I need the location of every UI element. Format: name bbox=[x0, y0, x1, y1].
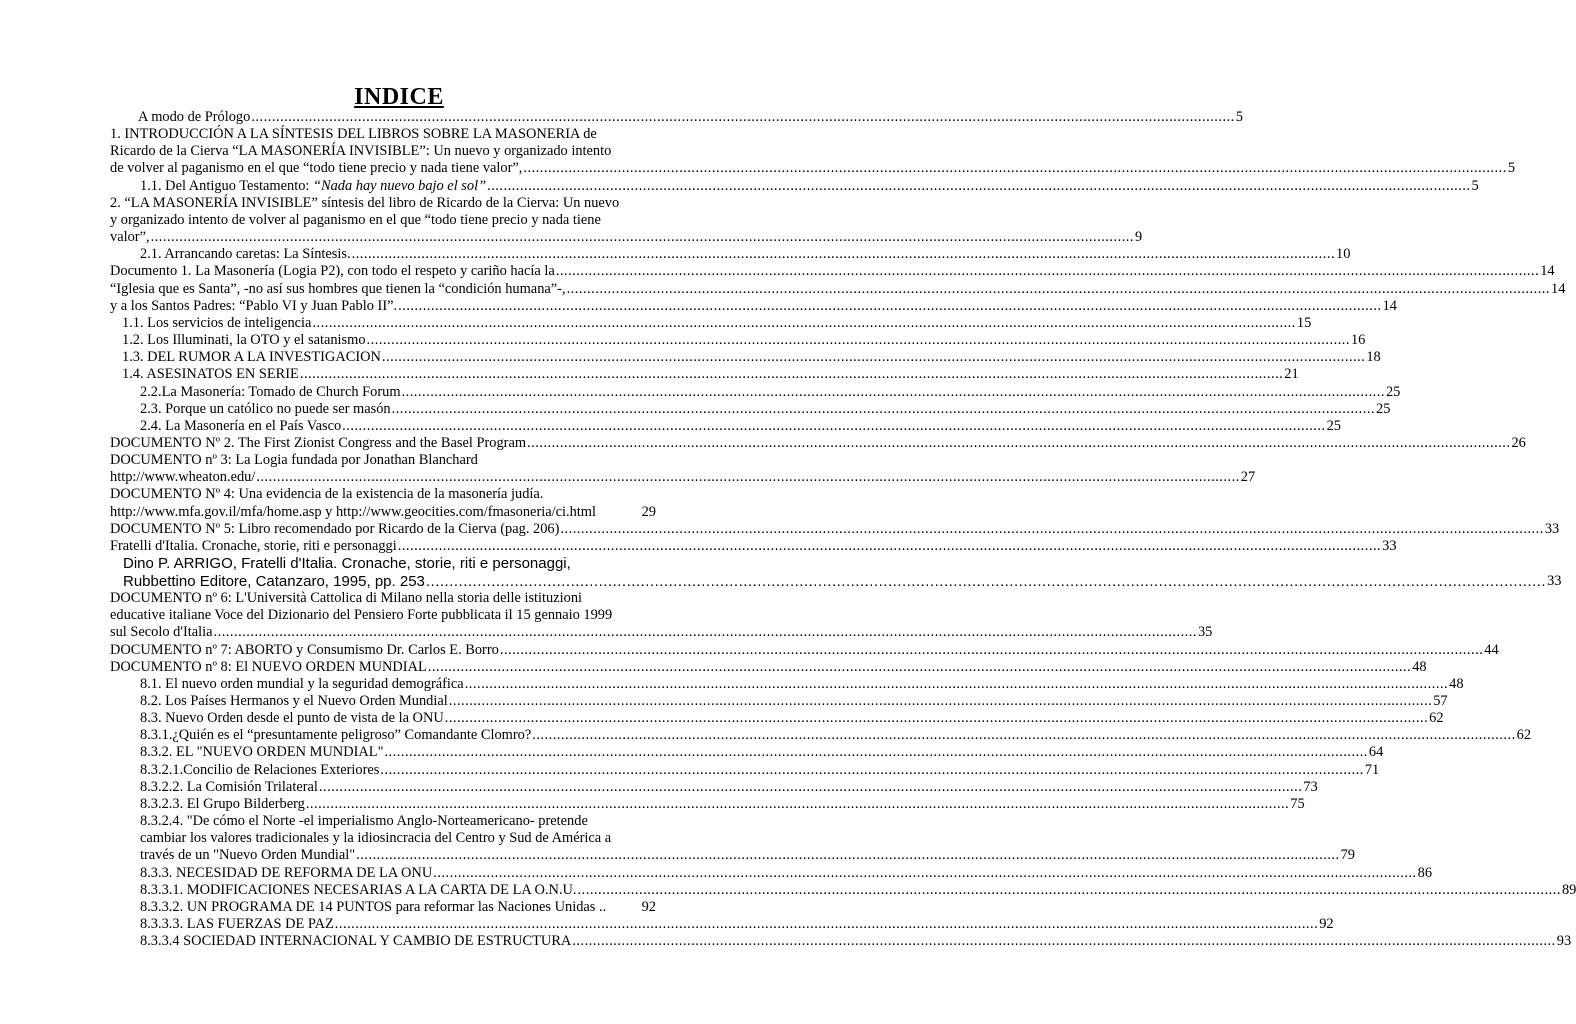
toc-leader-dots bbox=[578, 882, 1561, 899]
toc-entry[interactable] bbox=[110, 916, 1334, 933]
toc-entry[interactable] bbox=[110, 383, 1401, 401]
toc-page-number: 89 bbox=[1561, 881, 1576, 898]
toc-page-number: 25 bbox=[1326, 417, 1341, 434]
toc-entry[interactable] bbox=[110, 710, 1444, 727]
toc-entry-label: Fratelli d'Italia. Cronache, storie, riti e personaggi bbox=[110, 537, 397, 554]
toc-page-number: 33 bbox=[1544, 520, 1560, 537]
toc-leader-dots bbox=[402, 384, 1385, 401]
toc-entry-label: 8.1. El nuevo orden mundial y la seguridad demográfica bbox=[140, 675, 464, 692]
toc-page-number: 86 bbox=[1417, 864, 1433, 881]
toc-page-number: 73 bbox=[1303, 778, 1318, 795]
toc-leader-dots bbox=[306, 796, 1289, 813]
toc-entry[interactable] bbox=[110, 194, 1143, 246]
toc-leader-dots bbox=[335, 916, 1318, 933]
toc-page-number: 57 bbox=[1433, 693, 1448, 709]
toc-page-number: 71 bbox=[1364, 761, 1380, 778]
toc-leader-dots bbox=[449, 693, 1432, 710]
toc-leader-dots bbox=[319, 779, 1302, 796]
toc-entry-label: DOCUMENTO Nº 2. The First Zionist Congress and the Basel Program bbox=[110, 434, 527, 451]
toc-entry-label: 8.3. Nuevo Orden desde el punto de vista de la ONU bbox=[140, 710, 444, 727]
toc-page-number: 14 bbox=[1382, 297, 1397, 314]
toc-leader-dots bbox=[567, 281, 1550, 298]
toc-entry[interactable] bbox=[110, 881, 1576, 899]
toc-entry-label: Documento 1. La Masonería (Logia P2), con todo el respeto y cariño hacía la bbox=[110, 263, 555, 280]
toc-page-number: 21 bbox=[1284, 366, 1299, 383]
toc-page-number: 25 bbox=[1385, 383, 1401, 400]
toc-entry[interactable] bbox=[110, 486, 656, 520]
toc-entry-label: 8.3.2.1.Concilio de Relaciones Exteriores bbox=[140, 761, 380, 778]
toc-leader-dots bbox=[214, 624, 1197, 641]
toc-entry[interactable] bbox=[110, 813, 1355, 864]
toc-entry-line: Ricardo de la Cierva “LA MASONERÍA INVISIBLE”: Un nuevo y organizado intento bbox=[110, 143, 612, 160]
toc-entry-label: DOCUMENTO nº 8: El NUEVO ORDEN MUNDIAL bbox=[110, 658, 427, 675]
toc-entry[interactable] bbox=[110, 349, 1381, 366]
toc-entry-line: DOCUMENTO nº 3: La Logia fundada por Jonathan Blanchard bbox=[110, 452, 478, 469]
toc-page-number: 29 bbox=[641, 503, 656, 520]
toc-entry-label: 8.3.2. EL "NUEVO ORDEN MUNDIAL" bbox=[140, 744, 384, 761]
toc-page-number: 64 bbox=[1368, 744, 1384, 761]
toc-page-number: 16 bbox=[1350, 332, 1366, 349]
toc-entry[interactable] bbox=[110, 795, 1305, 813]
toc-leader-dots bbox=[556, 263, 1539, 280]
toc-entry-line: 1. INTRODUCCIÓN A LA SÍNTESIS DEL LIBROS SOBRE LA MASONERIA de bbox=[110, 126, 597, 143]
toc-leader-dots bbox=[572, 933, 1555, 950]
toc-entry-label: 1.2. Los Illuminati, la OTO y el satanismo bbox=[122, 332, 366, 349]
toc-page-number: 10 bbox=[1336, 246, 1351, 263]
toc-entry-label: 8.3.3.3. LAS FUERZAS DE PAZ bbox=[140, 916, 334, 933]
toc-entry-label: 2.2.La Masonería: Tomado de Church Forum bbox=[140, 383, 401, 400]
toc-entry-label: 8.3.3.2. UN PROGRAMA DE 14 PUNTOS para reformar las Naciones Unidas .. bbox=[140, 898, 607, 915]
toc-leader-dots bbox=[523, 160, 1506, 177]
toc-entry[interactable] bbox=[110, 126, 1516, 177]
toc-leader-dots bbox=[445, 710, 1428, 727]
toc-leader-dots bbox=[352, 246, 1335, 263]
toc-entry[interactable] bbox=[110, 727, 1532, 744]
toc-leader-dots bbox=[426, 573, 1546, 591]
toc-page-number: 44 bbox=[1484, 641, 1499, 658]
toc-page-number: 5 bbox=[1507, 160, 1516, 177]
toc-entry[interactable] bbox=[110, 417, 1341, 435]
toc-entry[interactable] bbox=[110, 280, 1566, 298]
toc-entry[interactable] bbox=[110, 109, 1243, 126]
toc-entry-label: través de un "Nuevo Orden Mundial" bbox=[140, 847, 356, 864]
toc-entry[interactable] bbox=[110, 555, 1562, 590]
toc-entry[interactable] bbox=[110, 452, 1256, 486]
toc-entry[interactable] bbox=[110, 332, 1366, 349]
toc-page-number: 79 bbox=[1340, 847, 1355, 864]
toc-entry[interactable] bbox=[110, 658, 1427, 676]
toc-page-number: 33 bbox=[1382, 537, 1397, 554]
toc-entry[interactable] bbox=[110, 246, 1351, 263]
toc-entry[interactable] bbox=[110, 434, 1526, 452]
toc-page-number: 5 bbox=[1471, 177, 1479, 194]
toc-page-number: 25 bbox=[1376, 400, 1391, 417]
toc-entry-label: DOCUMENTO Nº 5: Libro recomendado por Ricardo de la Cierva (pag. 206) bbox=[110, 520, 560, 537]
toc-entry[interactable] bbox=[110, 641, 1499, 659]
toc-leader-dots bbox=[398, 538, 1381, 555]
toc-entry-label: 1.1. Los servicios de inteligencia bbox=[122, 314, 312, 331]
toc-page-number: 93 bbox=[1556, 933, 1572, 950]
toc-entry-label: de volver al paganismo en el que “todo tiene precio y nada tiene valor”, bbox=[110, 160, 523, 177]
toc-entry[interactable] bbox=[110, 899, 656, 916]
table-of-contents bbox=[110, 109, 1576, 950]
toc-entry[interactable] bbox=[110, 933, 1572, 950]
toc-page-number: 14 bbox=[1540, 263, 1555, 280]
toc-leader-dots bbox=[251, 109, 1234, 126]
toc-entry-line: 2. “LA MASONERÍA INVISIBLE” síntesis del libro de Ricardo de la Cierva: Un nuevo bbox=[110, 194, 620, 211]
toc-page-number: 92 bbox=[1319, 916, 1334, 933]
toc-leader-dots bbox=[380, 762, 1363, 779]
toc-page-number: 62 bbox=[1516, 727, 1532, 744]
toc-page-number: 26 bbox=[1511, 434, 1526, 451]
toc-leader-dots bbox=[342, 418, 1325, 435]
toc-entry-label: http://www.mfa.gov.il/mfa/home.asp y http://www.geocities.com/fmasoneria/ci.html bbox=[110, 503, 596, 520]
toc-entry-label: “Iglesia que es Santa”, -no así sus hombres que tienen la “condición humana”-, bbox=[110, 280, 566, 297]
toc-leader-dots bbox=[300, 366, 1283, 383]
toc-entry[interactable] bbox=[110, 675, 1464, 693]
toc-leader-dots bbox=[382, 349, 1365, 366]
toc-entry-line: y organizado intento de volver al paganismo en el que “todo tiene precio y nada tiene bbox=[110, 211, 601, 228]
toc-page-number: 35 bbox=[1197, 624, 1213, 641]
toc-entry[interactable] bbox=[110, 520, 1560, 538]
toc-entry-label: 1.3. DEL RUMOR A LA INVESTIGACION bbox=[122, 349, 381, 366]
toc-entry[interactable] bbox=[110, 778, 1318, 796]
toc-leader-dots bbox=[465, 676, 1448, 693]
toc-page-number: 15 bbox=[1296, 314, 1312, 331]
toc-leader-dots bbox=[428, 659, 1411, 676]
toc-entry[interactable] bbox=[110, 864, 1433, 882]
toc-entry[interactable] bbox=[110, 314, 1312, 332]
toc-entry[interactable] bbox=[110, 744, 1384, 761]
toc-entry[interactable] bbox=[110, 297, 1397, 315]
toc-entry[interactable] bbox=[110, 177, 1479, 195]
toc-entry-line: educative italiane Voce del Dizionario del Pensiero Forte pubblicata il 15 gennaio 1999 bbox=[110, 607, 613, 624]
toc-page-number: 92 bbox=[641, 898, 656, 915]
toc-entry-label-text: 1.1. Del Antiguo Testamento: bbox=[140, 177, 313, 194]
toc-leader-dots bbox=[151, 229, 1134, 246]
toc-page-number: 48 bbox=[1449, 675, 1464, 692]
page-title: INDICE bbox=[354, 84, 444, 110]
toc-leader-dots bbox=[312, 315, 1295, 332]
toc-entry-label: valor”, bbox=[110, 229, 150, 246]
toc-leader-dots bbox=[560, 521, 1543, 538]
toc-entry[interactable] bbox=[110, 537, 1397, 555]
toc-entry-label: A modo de Prólogo bbox=[138, 109, 251, 125]
toc-entry-label: 8.3.1.¿Quién es el “presuntamente peligroso” Comandante Clomro? bbox=[140, 727, 532, 744]
toc-entry-label: Rubbettino Editore, Catanzaro, 1995, pp. 253 bbox=[123, 572, 425, 590]
toc-leader-dots bbox=[256, 469, 1239, 486]
toc-page-number: 14 bbox=[1551, 280, 1566, 297]
toc-page-number: 5 bbox=[1235, 109, 1243, 125]
toc-entry-label: y a los Santos Padres: “Pablo VI y Juan Pablo II”. bbox=[110, 297, 398, 314]
toc-entry[interactable] bbox=[110, 400, 1391, 418]
toc-leader-dots bbox=[500, 642, 1483, 659]
toc-entry-label bbox=[140, 178, 486, 195]
toc-entry-line: cambiar los valores tradicionales y la idiosincracia del Centro y Sud de América a bbox=[140, 830, 612, 847]
toc-page-number: 62 bbox=[1429, 710, 1444, 727]
toc-entry-label: 2.1. Arrancando caretas: La Síntesis. bbox=[140, 246, 351, 263]
toc-entry-line: DOCUMENTO nº 6: L'Università Cattolica di Milano nella storia delle istituzioni bbox=[110, 590, 583, 607]
toc-entry[interactable] bbox=[110, 263, 1555, 280]
toc-leader-dots bbox=[384, 744, 1367, 761]
toc-entry-label: sul Secolo d'Italia bbox=[110, 624, 213, 641]
toc-page-number: 75 bbox=[1290, 795, 1305, 812]
toc-leader-dots bbox=[398, 298, 1381, 315]
toc-entry-label: 2.4. La Masonería en el País Vasco bbox=[140, 417, 342, 434]
toc-leader-dots bbox=[356, 847, 1339, 864]
toc-entry-line: Dino P. ARRIGO, Fratelli d'Italia. Cronache, storie, riti e personaggi, bbox=[123, 555, 571, 573]
toc-page-number: 9 bbox=[1135, 229, 1143, 246]
toc-page-number: 33 bbox=[1547, 572, 1562, 589]
toc-entry-line: 8.3.2.4. "De cómo el Norte -el imperialismo Anglo-Norteamericano- pretende bbox=[140, 813, 588, 830]
toc-entry[interactable] bbox=[110, 693, 1448, 710]
toc-entry-label: 2.3. Porque un católico no puede ser masón bbox=[140, 400, 391, 417]
toc-leader-dots bbox=[367, 332, 1350, 349]
toc-entry-label: DOCUMENTO nº 7: ABORTO y Consumismo Dr. Carlos E. Borro bbox=[110, 641, 499, 658]
toc-entry-label: 8.3.3. NECESIDAD DE REFORMA DE LA ONU bbox=[140, 864, 433, 881]
toc-entry-label-italic: “Nada hay nuevo bajo el sol” bbox=[313, 177, 487, 194]
toc-leader-dots bbox=[527, 435, 1510, 452]
toc-entry-label: 8.3.3.4 SOCIEDAD INTERNACIONAL Y CAMBIO DE ESTRUCTURA bbox=[140, 933, 572, 950]
toc-entry-label: 1.4. ASESINATOS EN SERIE bbox=[122, 366, 299, 383]
toc-entry-label: 8.3.2.2. La Comisión Trilateral bbox=[140, 778, 318, 795]
toc-page-number: 27 bbox=[1240, 469, 1256, 486]
toc-leader-dots bbox=[532, 727, 1515, 744]
toc-leader-dots bbox=[392, 401, 1375, 418]
toc-entry[interactable] bbox=[110, 590, 1213, 641]
toc-entry[interactable] bbox=[110, 761, 1380, 779]
toc-page-number: 48 bbox=[1412, 658, 1427, 675]
toc-entry[interactable] bbox=[110, 366, 1299, 383]
toc-entry-line: DOCUMENTO Nº 4: Una evidencia de la existencia de la masonería judía. bbox=[110, 486, 544, 503]
toc-entry-label: 8.2. Los Países Hermanos y el Nuevo Orden Mundial bbox=[140, 693, 448, 709]
toc-entry-label: 8.3.2.3. El Grupo Bilderberg bbox=[140, 795, 305, 812]
toc-page-number: 18 bbox=[1366, 349, 1381, 366]
toc-leader-dots bbox=[433, 865, 1416, 882]
toc-entry-label: http://www.wheaton.edu/ bbox=[110, 469, 256, 486]
toc-entry-label: 8.3.3.1. MODIFICACIONES NECESARIAS A LA CARTA DE LA O.N.U. bbox=[140, 881, 577, 898]
toc-leader-dots bbox=[487, 178, 1470, 195]
